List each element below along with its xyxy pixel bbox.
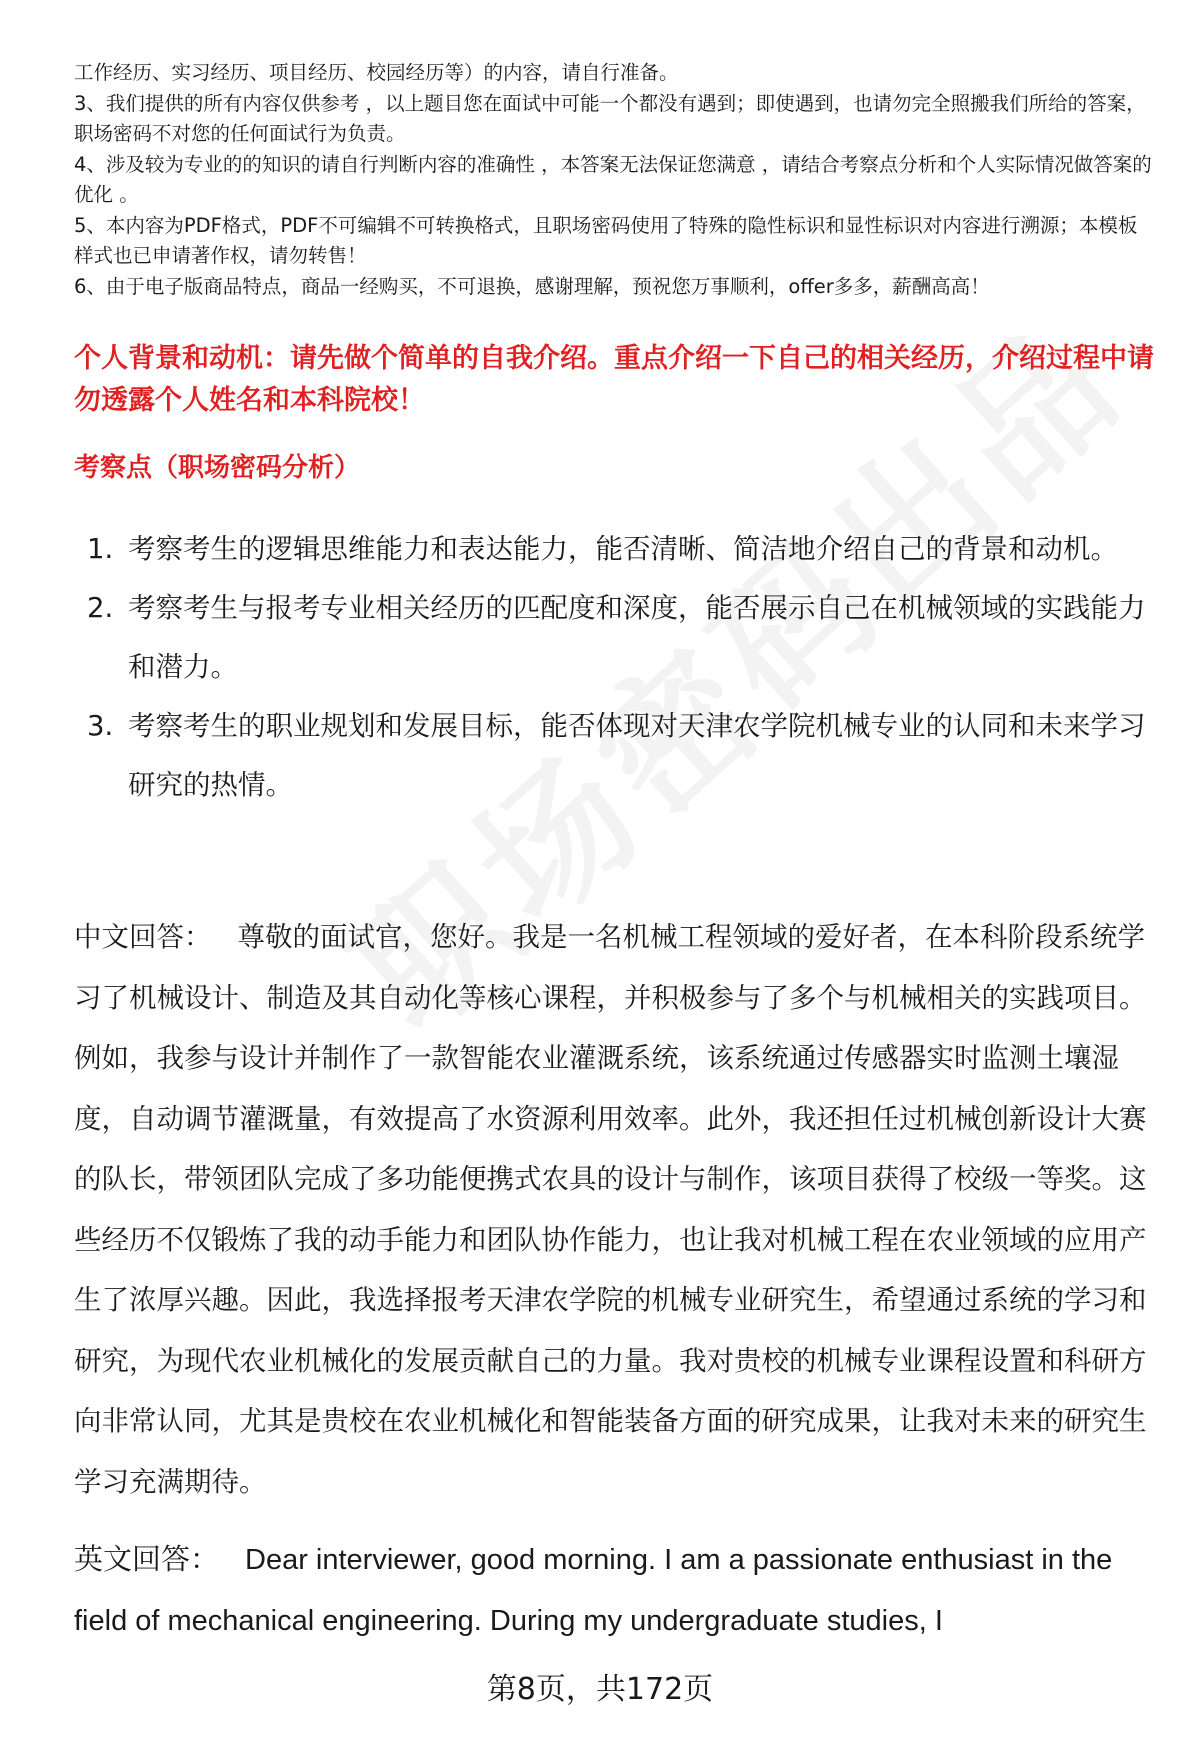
chinese-answer bbox=[74, 907, 1154, 1512]
list-text: 考察考生与报考专业相关经历的匹配度和深度，能否展示自己在机械领域的实践能力和潜力。 bbox=[128, 592, 1146, 683]
chinese-answer-label: 中文回答： bbox=[74, 921, 212, 953]
chinese-answer-text: 尊敬的面试官，您好。我是一名机械工程领域的爱好者，在本科阶段系统学习了机械设计、制造及其自动化等核心课程，并积极参与了多个与机械相关的实践项目。例如，我参与设计并制作了一款智能农业灌溉系统，该系统通过传感器实时监测土壤湿度，自动调节灌溉量，有效提高了水资源利用效率。此外，我还担任过机械创新设计大赛的队长，带领团队完成了多功能便携式农具的设计与制作，该项目获得了校级一等奖。这些经历不仅锻炼了我的动手能力和团队协作能力，也让我对机械工程在农业领域的应用产生了浓厚兴趣。因此，我选择报考天津农学院的机械专业研究生，希望通过系统的学习和研究，为现代农业机械化的发展贡献自己的力量。我对贵校的机械专业课程设置和科研方向非常认同，尤其是贵校在农业机械化和智能装备方面的研究成果，让我对未来的研究生学习充满期待。 bbox=[74, 921, 1147, 1498]
list-number: 3. bbox=[87, 710, 114, 742]
page-number: 第8页，共172页 bbox=[486, 1672, 714, 1707]
english-answer-label: 英文回答： bbox=[74, 1544, 220, 1576]
list-item bbox=[74, 579, 1154, 697]
english-answer bbox=[74, 1530, 1154, 1651]
notice-line: 5、本内容为PDF格式，PDF不可编辑不可转换格式，且职场密码使用了特殊的隐性标识和显性标识对内容进行溯源；本模板样式也已申请著作权，请勿转售！ bbox=[74, 213, 1138, 267]
question-heading: 个人背景和动机：请先做个简单的自我介绍。重点介绍一下自己的相关经历，介绍过程中请勿透露个人姓名和本科院校！ bbox=[74, 343, 1154, 416]
points-heading: 考察点（职场密码分析） bbox=[74, 453, 361, 483]
english-answer-text: Dear interviewer, good morning. I am a passionate enthusiast in the field of mechanical engineering. During my undergraduate studies, I bbox=[74, 1544, 1113, 1637]
notice-line: 3、我们提供的所有内容仅供参考 ，以上题目您在面试中可能一个都没有遇到；即使遇到，也请勿完全照搬我们所给的答案，职场密码不对您的任何面试行为负责。 bbox=[74, 91, 1146, 145]
list-text: 考察考生的逻辑思维能力和表达能力，能否清晰、简洁地介绍自己的背景和动机。 bbox=[128, 533, 1118, 565]
list-text: 考察考生的职业规划和发展目标，能否体现对天津农学院机械专业的认同和未来学习研究的热情。 bbox=[128, 710, 1146, 801]
list-item bbox=[74, 520, 1154, 579]
notice-line: 6、由于电子版商品特点，商品一经购买，不可退换，感谢理解，预祝您万事顺利，offer多多，薪酬高高！ bbox=[74, 274, 990, 298]
notice-list bbox=[74, 58, 1154, 302]
notice-line: 工作经历、实习经历、项目经历、校园经历等）的内容，请自行准备。 bbox=[74, 61, 679, 84]
notice-line: 4、涉及较为专业的的知识的请自行判断内容的准确性 ，本答案无法保证您满意 ，请结合考察点分析和个人实际情况做答案的优化 。 bbox=[74, 152, 1152, 206]
assessment-points bbox=[74, 520, 1154, 815]
list-item bbox=[74, 697, 1154, 815]
list-number: 2. bbox=[87, 592, 114, 624]
list-number: 1. bbox=[87, 533, 114, 565]
